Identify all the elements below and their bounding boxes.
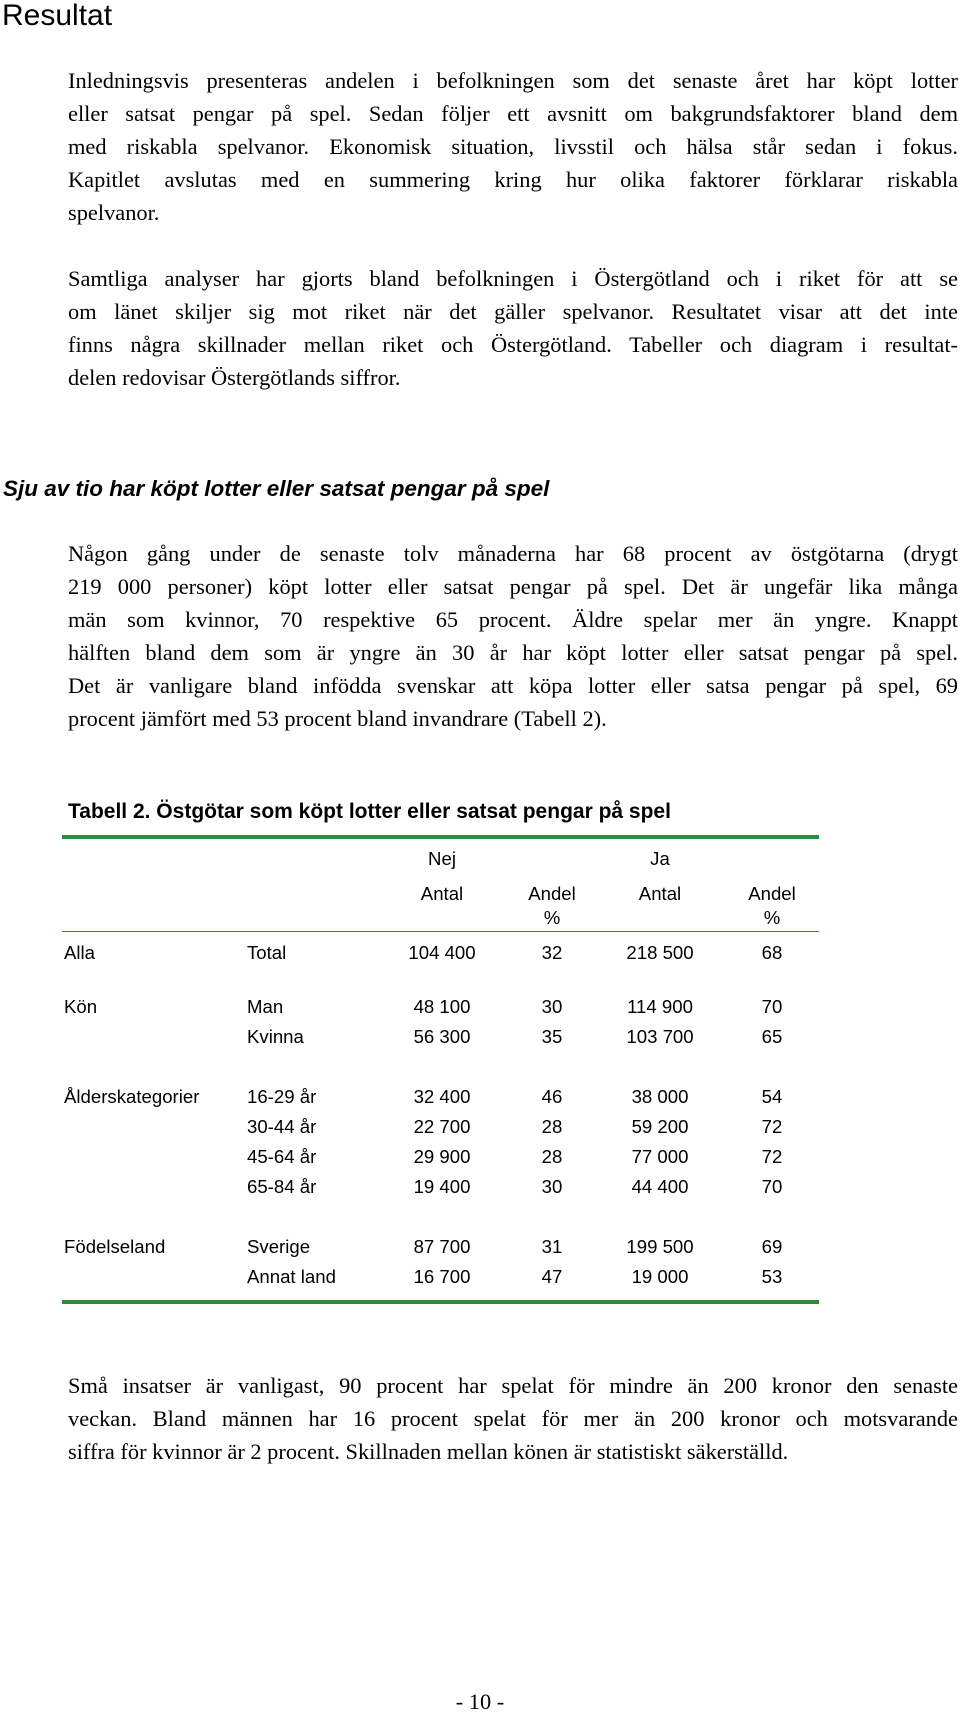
text-line: om länet skiljer sig mot riket när det gäller spelvanor. Resultatet visar att det inte [68, 299, 958, 324]
col-header-text: Andel [528, 883, 576, 904]
cell-nej-andel: 31 [541, 1236, 563, 1257]
intro-paragraph-1 [68, 64, 958, 229]
row-label: Annat land [247, 1266, 336, 1287]
text-line: Inledningsvis presenteras andelen i befolkningen som det senaste året har köpt lotter [68, 68, 958, 93]
row-group: Kön [64, 996, 98, 1017]
cell-ja-antal: 19 000 [631, 1266, 689, 1287]
section-paragraph-1 [68, 537, 958, 735]
cell-ja-antal: 199 500 [626, 1236, 694, 1257]
text-line: delen redovisar Östergötlands siffror. [68, 365, 401, 390]
cell-nej-antal: 19 400 [413, 1176, 471, 1197]
text-line: finns några skillnader mellan riket och Östergötland. Tabeller och diagram i resultat- [68, 332, 958, 357]
col-header-ja-antal: Antal [638, 883, 682, 904]
cell-ja-andel: 72 [761, 1146, 783, 1167]
cell-nej-andel: 28 [541, 1146, 563, 1167]
cell-ja-andel: 68 [761, 942, 783, 963]
cell-nej-antal: 29 900 [413, 1146, 471, 1167]
text-line: siffra för kvinnor är 2 procent. Skillnaden mellan könen är statistiskt säkerställd. [68, 1439, 789, 1464]
col-header-unit: % [763, 907, 781, 928]
cell-ja-andel: 54 [761, 1086, 783, 1107]
col-header-nej-andel [512, 882, 592, 930]
cell-nej-antal: 104 400 [408, 942, 476, 963]
cell-ja-andel: 53 [761, 1266, 783, 1287]
text-line: Det är vanligare bland infödda svenskar att köpa lotter eller satsa pengar på spel, 69 [68, 673, 958, 698]
text-line: eller satsat pengar på spel. Sedan följer ett avsnitt om bakgrundsfaktorer bland dem [68, 101, 958, 126]
cell-nej-antal: 48 100 [413, 996, 471, 1017]
table-header-rule [62, 931, 819, 932]
cell-ja-antal: 114 900 [627, 996, 693, 1017]
col-header-unit: % [543, 907, 561, 928]
group-header-nej: Nej [428, 848, 456, 869]
intro-paragraph-2 [68, 262, 958, 394]
cell-ja-andel: 69 [761, 1236, 783, 1257]
table-caption: Tabell 2. Östgötar som köpt lotter eller satsat pengar på spel [68, 800, 671, 823]
row-label: Total [247, 942, 287, 963]
cell-ja-andel: 70 [761, 996, 783, 1017]
row-group: Alla [64, 942, 96, 963]
text-line: Samtliga analyser har gjorts bland befolkningen i Östergötland och i riket för att se [68, 266, 958, 291]
cell-ja-antal: 44 400 [631, 1176, 689, 1197]
text-line: män som kvinnor, 70 respektive 65 procent. Äldre spelar mer än yngre. Knappt [68, 607, 958, 632]
col-header-text: Andel [748, 883, 796, 904]
text-line: hälften bland dem som är yngre än 30 år har köpt lotter eller satsat pengar på spel. [68, 640, 958, 665]
cell-ja-andel: 65 [761, 1026, 783, 1047]
cell-ja-andel: 72 [761, 1116, 783, 1137]
cell-nej-andel: 35 [541, 1026, 563, 1047]
cell-nej-antal: 16 700 [413, 1266, 471, 1287]
text-line: spelvanor. [68, 200, 160, 225]
cell-nej-antal: 56 300 [413, 1026, 471, 1047]
group-header-ja: Ja [650, 848, 670, 869]
row-label: Kvinna [247, 1026, 304, 1047]
row-group: Födelseland [64, 1236, 166, 1257]
cell-ja-antal: 218 500 [626, 942, 694, 963]
text-line: veckan. Bland männen har 16 procent spelat för mer än 200 kronor och motsvarande [68, 1406, 958, 1431]
row-label: 45-64 år [247, 1146, 317, 1167]
cell-nej-antal: 22 700 [413, 1116, 471, 1137]
cell-nej-antal: 87 700 [413, 1236, 471, 1257]
row-label: 30-44 år [247, 1116, 317, 1137]
cell-nej-andel: 47 [541, 1266, 563, 1287]
row-group: Ålderskategorier [64, 1086, 200, 1107]
table-bottom-rule [62, 1300, 819, 1304]
section-heading: Sju av tio har köpt lotter eller satsat pengar på spel [3, 476, 550, 501]
cell-nej-andel: 30 [541, 996, 563, 1017]
cell-ja-antal: 103 700 [626, 1026, 694, 1047]
cell-nej-andel: 28 [541, 1116, 563, 1137]
text-line: Någon gång under de senaste tolv månaderna har 68 procent av östgötarna (drygt [68, 541, 958, 566]
table-top-rule [62, 835, 819, 839]
page-title: Resultat [2, 0, 113, 32]
text-line: med riskabla spelvanor. Ekonomisk situation, livsstil och hälsa står sedan i fokus. [68, 134, 958, 159]
cell-ja-antal: 59 200 [631, 1116, 689, 1137]
row-label: 16-29 år [247, 1086, 317, 1107]
section-paragraph-2 [68, 1369, 958, 1468]
col-header-ja-andel [732, 882, 812, 930]
row-label: Man [247, 996, 284, 1017]
cell-nej-andel: 30 [541, 1176, 563, 1197]
cell-ja-antal: 38 000 [631, 1086, 689, 1107]
cell-ja-antal: 77 000 [631, 1146, 689, 1167]
text-line: Kapitlet avslutas med en summering kring hur olika faktorer förklarar riskabla [68, 167, 958, 192]
col-header-nej-antal: Antal [420, 883, 464, 904]
page-number: - 10 - [455, 1689, 505, 1714]
cell-nej-andel: 32 [541, 942, 563, 963]
cell-nej-andel: 46 [541, 1086, 563, 1107]
text-line: procent jämfört med 53 procent bland invandrare (Tabell 2). [68, 706, 607, 731]
text-line: 219 000 personer) köpt lotter eller satsat pengar på spel. Det är ungefär lika många [68, 574, 958, 599]
row-label: Sverige [247, 1236, 311, 1257]
row-label: 65-84 år [247, 1176, 317, 1197]
cell-nej-antal: 32 400 [413, 1086, 471, 1107]
cell-ja-andel: 70 [761, 1176, 783, 1197]
text-line: Små insatser är vanligast, 90 procent har spelat för mindre än 200 kronor den senaste [68, 1373, 958, 1398]
